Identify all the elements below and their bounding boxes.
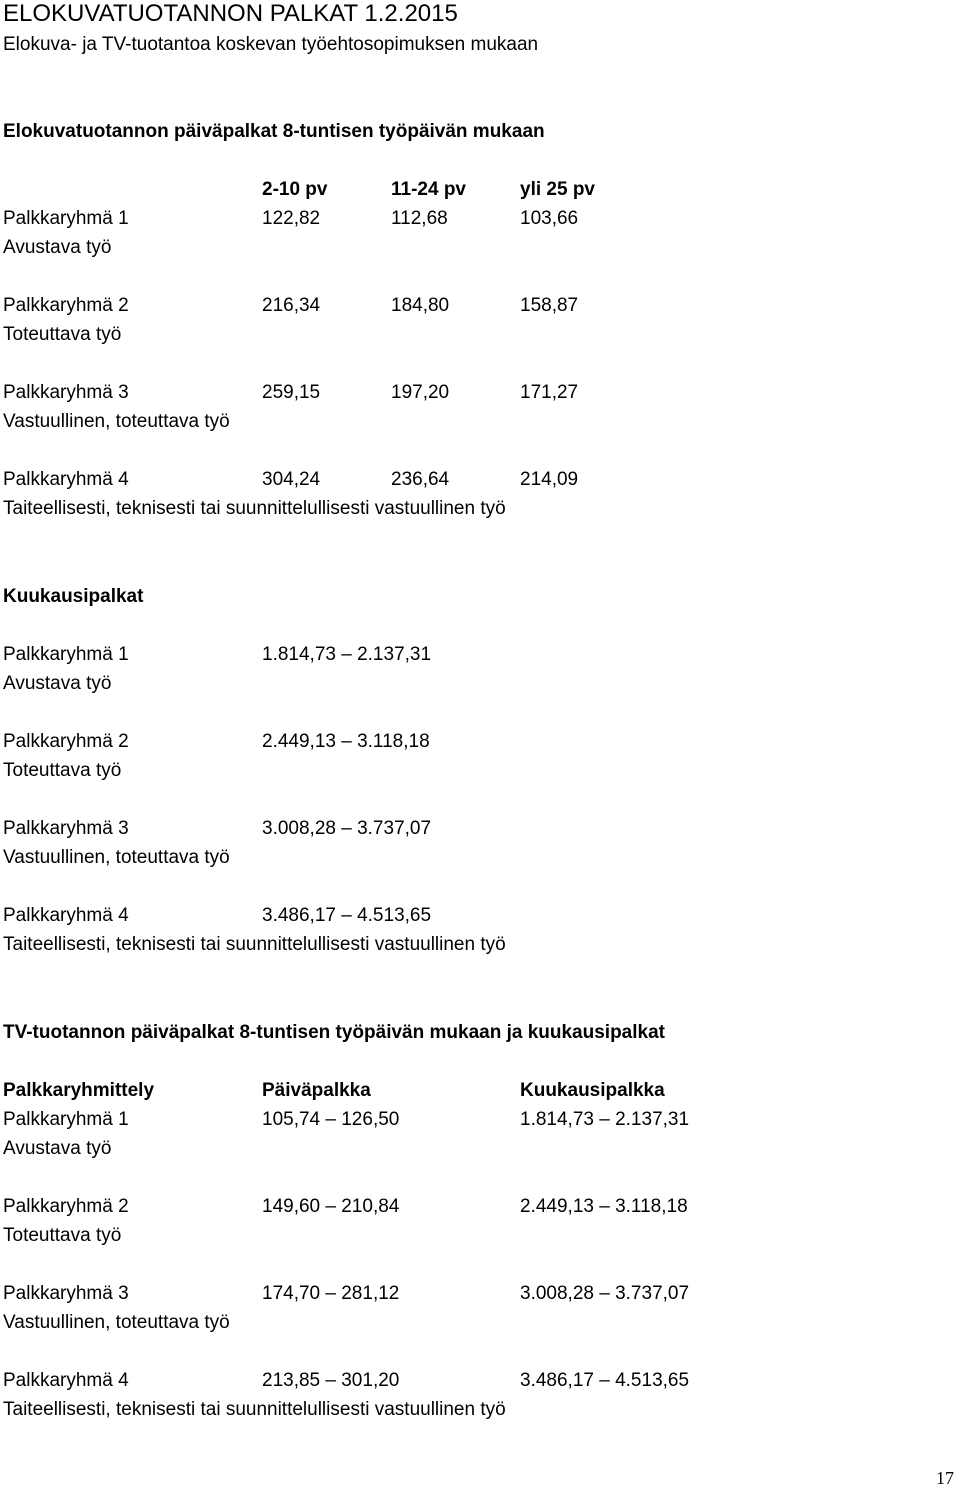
tv-row-group: Palkkaryhmä 4 <box>3 1370 129 1391</box>
daily-row-desc: Toteuttava työ <box>3 324 122 345</box>
monthly-row-desc: Taiteellisesti, teknisesti tai suunnittelullisesti vastuullinen työ <box>3 934 506 955</box>
tv-column-header: Kuukausipalkka <box>520 1080 665 1101</box>
daily-row-value: 197,20 <box>391 382 450 403</box>
tv-row-daily: 174,70 – 281,12 <box>262 1283 400 1304</box>
tv-row-group: Palkkaryhmä 3 <box>3 1283 129 1304</box>
daily-heading: Elokuvatuotannon päiväpalkat 8-tuntisen työpäivän mukaan <box>3 121 545 142</box>
tv-row-monthly: 3.008,28 – 3.737,07 <box>520 1283 690 1304</box>
tv-column-header: Päiväpalkka <box>262 1080 371 1101</box>
daily-row-value: 158,87 <box>520 295 579 316</box>
daily-row-value: 184,80 <box>391 295 450 316</box>
tv-row-monthly: 2.449,13 – 3.118,18 <box>520 1196 688 1217</box>
tv-row-monthly: 1.814,73 – 2.137,31 <box>520 1109 690 1130</box>
tv-row-group: Palkkaryhmä 2 <box>3 1196 129 1217</box>
monthly-row-group: Palkkaryhmä 2 <box>3 731 129 752</box>
monthly-row-group: Palkkaryhmä 3 <box>3 818 129 839</box>
daily-row-desc: Avustava työ <box>3 237 112 258</box>
daily-column-header: 11-24 pv <box>391 179 466 200</box>
daily-row-desc: Vastuullinen, toteuttava työ <box>3 411 230 432</box>
page-number: 17 <box>936 1468 954 1488</box>
tv-row-desc: Vastuullinen, toteuttava työ <box>3 1312 230 1333</box>
daily-column-header: 2-10 pv <box>262 179 328 200</box>
tv-heading: TV-tuotannon päiväpalkat 8-tuntisen työpäivän mukaan ja kuukausipalkat <box>3 1022 665 1043</box>
daily-row-value: 103,66 <box>520 208 579 229</box>
monthly-row-range: 3.008,28 – 3.737,07 <box>262 818 432 839</box>
monthly-row-group: Palkkaryhmä 1 <box>3 644 129 665</box>
daily-row-value: 304,24 <box>262 469 321 490</box>
daily-row-value: 171,27 <box>520 382 579 403</box>
daily-row-value: 216,34 <box>262 295 321 316</box>
monthly-row-desc: Vastuullinen, toteuttava työ <box>3 847 230 868</box>
tv-row-desc: Toteuttava työ <box>3 1225 122 1246</box>
daily-row-value: 214,09 <box>520 469 579 490</box>
tv-row-desc: Taiteellisesti, teknisesti tai suunnittelullisesti vastuullinen työ <box>3 1399 506 1420</box>
monthly-row-range: 1.814,73 – 2.137,31 <box>262 644 432 665</box>
daily-row-value: 259,15 <box>262 382 321 403</box>
daily-row-desc: Taiteellisesti, teknisesti tai suunnittelullisesti vastuullinen työ <box>3 498 506 519</box>
page-title: ELOKUVATUOTANNON PALKAT 1.2.2015 <box>3 0 458 27</box>
monthly-row-range: 3.486,17 – 4.513,65 <box>262 905 432 926</box>
tv-row-desc: Avustava työ <box>3 1138 112 1159</box>
daily-row-group: Palkkaryhmä 4 <box>3 469 129 490</box>
daily-row-group: Palkkaryhmä 1 <box>3 208 129 229</box>
monthly-heading: Kuukausipalkat <box>3 586 144 607</box>
daily-row-value: 236,64 <box>391 469 450 490</box>
monthly-row-desc: Avustava työ <box>3 673 112 694</box>
daily-row-group: Palkkaryhmä 2 <box>3 295 129 316</box>
tv-column-header: Palkkaryhmittely <box>3 1080 155 1101</box>
daily-row-value: 122,82 <box>262 208 321 229</box>
monthly-row-desc: Toteuttava työ <box>3 760 122 781</box>
tv-row-group: Palkkaryhmä 1 <box>3 1109 129 1130</box>
page-subtitle: Elokuva- ja TV-tuotantoa koskevan työehtosopimuksen mukaan <box>3 34 539 55</box>
daily-column-header: yli 25 pv <box>520 179 595 200</box>
tv-row-daily: 149,60 – 210,84 <box>262 1196 400 1217</box>
tv-row-daily: 213,85 – 301,20 <box>262 1370 400 1391</box>
monthly-row-group: Palkkaryhmä 4 <box>3 905 129 926</box>
daily-row-value: 112,68 <box>391 208 448 229</box>
monthly-row-range: 2.449,13 – 3.118,18 <box>262 731 430 752</box>
tv-row-monthly: 3.486,17 – 4.513,65 <box>520 1370 690 1391</box>
daily-row-group: Palkkaryhmä 3 <box>3 382 129 403</box>
tv-row-daily: 105,74 – 126,50 <box>262 1109 400 1130</box>
